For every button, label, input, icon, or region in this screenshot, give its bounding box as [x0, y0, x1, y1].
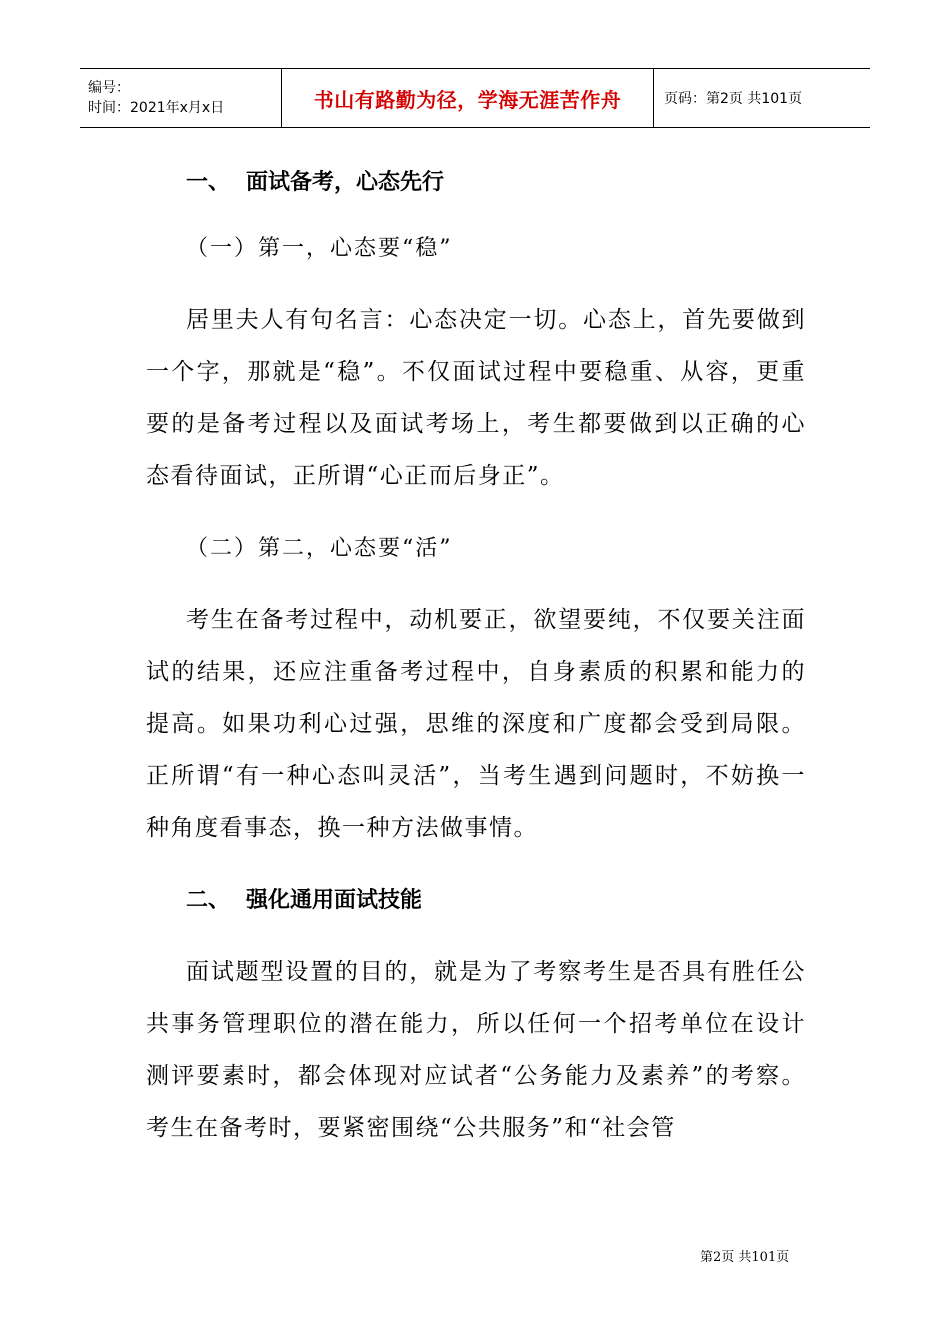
header-page-info: 页码：第2页 共101页 — [664, 91, 803, 107]
section-title: 面试备考，心态先行 — [246, 170, 445, 195]
document-body — [146, 150, 806, 1168]
header-page-cell — [654, 69, 870, 127]
section-number: 一、 — [186, 170, 231, 195]
page-footer: 第2页 共101页 — [700, 1250, 790, 1265]
document-header — [80, 68, 870, 128]
header-motto: 书山有路勤为径，学海无涯苦作舟 — [313, 87, 622, 112]
subsection-heading-1: （一）第一，心态要“稳” — [186, 236, 453, 261]
serial-label: 编号： — [88, 80, 130, 96]
time-label: 时间：2021年x月x日 — [88, 100, 225, 116]
header-motto-cell — [282, 69, 654, 127]
section-heading-2 — [146, 868, 806, 934]
body-paragraph-3: 面试题型设置的目的，就是为了考察考生是否具有胜任公共事务管理职位的潜在能力，所以任何一个招考单位在设计测评要素时，都会体现对应试者“公务能力及素养”的考察。考生在备考时，要紧密围绕“公共服务”和“社会管 — [146, 959, 806, 1141]
header-meta — [80, 69, 282, 127]
section-title: 强化通用面试技能 — [246, 888, 423, 913]
section-heading-1 — [146, 150, 806, 216]
body-paragraph-1: 居里夫人有句名言：心态决定一切。心态上，首先要做到一个字，那就是“稳”。不仅面试过程中要稳重、从容，更重要的是备考过程以及面试考场上，考生都要做到以正确的心态看待面试，正所谓“心正而后身正”。 — [146, 307, 806, 489]
section-number: 二、 — [186, 888, 231, 913]
body-paragraph-2: 考生在备考过程中，动机要正，欲望要纯，不仅要关注面试的结果，还应注重备考过程中，自身素质的积累和能力的提高。如果功利心过强，思维的深度和广度都会受到局限。正所谓“有一种心态叫灵活”，当考生遇到问题时，不妨换一种角度看事态，换一种方法做事情。 — [146, 607, 806, 841]
subsection-heading-2: （二）第二，心态要“活” — [186, 536, 453, 561]
